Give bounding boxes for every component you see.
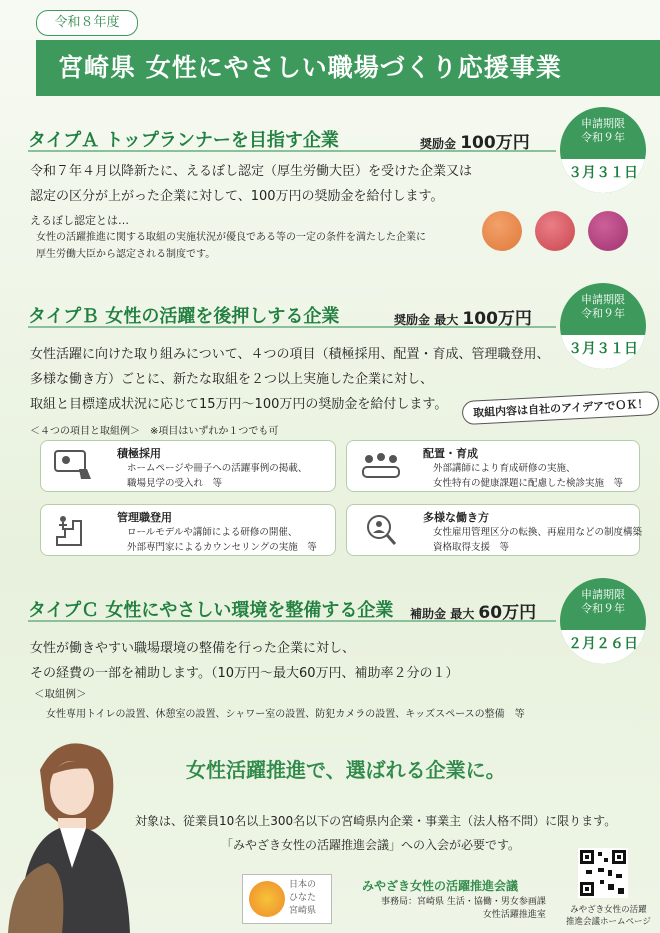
item-card-recruitment xyxy=(40,440,336,492)
deadline-era: 令和９年 xyxy=(581,131,625,144)
year-tag: 令和８年度 xyxy=(36,10,138,36)
desc-line: 女性雇用管理区分の転換、再雇用などの制度構築 xyxy=(433,527,643,538)
item-title: 管理職登用 xyxy=(117,511,172,524)
type-a-body xyxy=(30,159,472,209)
sun-logo-icon xyxy=(249,881,285,917)
item-card-management xyxy=(40,504,336,556)
type-c-title: タイプＣ 女性にやさしい環境を整備する企業 xyxy=(28,600,394,621)
growth-stairs-icon xyxy=(53,513,97,547)
deadline-date: ３月３１日 xyxy=(560,159,646,193)
org-sub-line: 事務局：宮崎県 生活・協働・男女参画課 xyxy=(381,897,546,907)
type-b-deadline-badge xyxy=(560,283,646,369)
deadline-era: 令和９年 xyxy=(581,307,625,320)
deadline-era: 令和９年 xyxy=(581,602,625,615)
example-body: 女性専用トイレの設置、休憩室の設置、シャワー室の設置、防犯カメラの設置、キッズスペースの整備 等 xyxy=(46,709,525,720)
item-desc xyxy=(127,525,317,555)
eruboshi-seal-1-icon xyxy=(482,211,522,251)
body-line: その経費の一部を補助します。（10万円～最大60万円、補助率２分の１） xyxy=(30,666,459,681)
item-desc xyxy=(433,525,642,555)
grant-amount: 100万円 xyxy=(462,309,532,329)
qr-caption-line: 推進会議ホームページ xyxy=(566,917,651,927)
eruboshi-note-body xyxy=(36,229,426,263)
type-a-deadline-badge xyxy=(560,107,646,193)
body-line: 認定の区分が上がった企業に対して、100万円の奨励金を給付します。 xyxy=(30,189,444,204)
item-desc xyxy=(433,461,623,491)
item-title: 配置・育成 xyxy=(423,447,478,460)
grant-label: 補助金 xyxy=(410,607,447,621)
deadline-date: ２月２６日 xyxy=(560,630,646,664)
grant-label: 奨励金 xyxy=(394,313,431,327)
grant-prefix: 最大 xyxy=(450,607,475,621)
desc-line: ホームページや冊子への活躍事例の掲載、 xyxy=(127,463,308,474)
eligibility xyxy=(135,809,616,857)
qr-caption-line: みやざき女性の活躍 xyxy=(570,905,647,915)
type-a-title: タイプＡ トップランナーを目指す企業 xyxy=(28,130,339,151)
type-b-divider xyxy=(28,326,556,328)
org-name: みやざき女性の活躍推進会議 xyxy=(362,879,519,893)
item-card-work-style xyxy=(346,504,643,556)
org-sub-line: 女性活躍推進室 xyxy=(482,910,546,920)
recruitment-icon xyxy=(53,449,97,483)
note-line: 厚生労働大臣から認定される制度です。 xyxy=(36,249,216,260)
items-header: ＜４つの項目と取組例＞ ※項目はいずれか１つでも可 xyxy=(30,426,279,437)
item-title: 多様な働き方 xyxy=(423,511,489,524)
desc-line: 外部講師により育成研修の実施、 xyxy=(433,463,576,474)
type-b-title: タイプＢ 女性の活躍を後押しする企業 xyxy=(28,306,340,327)
type-a-divider xyxy=(28,150,556,152)
org-sub xyxy=(381,896,546,922)
type-c-divider xyxy=(28,620,556,622)
desc-line: 資格取得支援 等 xyxy=(433,542,510,553)
desc-line: 女性特有の健康課題に配慮した検診実施 等 xyxy=(433,478,624,489)
type-c-body xyxy=(30,636,459,686)
item-card-placement xyxy=(346,440,640,492)
logo-line: 宮崎県 xyxy=(289,906,317,916)
qr-code-icon[interactable] xyxy=(578,848,628,898)
desc-line: 職場見学の受入れ 等 xyxy=(127,478,223,489)
prefecture-logo xyxy=(242,874,332,924)
deadline-label: 申請期限 xyxy=(581,117,625,130)
main-title: 宮崎県 女性にやさしい職場づくり応援事業 xyxy=(36,40,660,96)
item-title: 積極採用 xyxy=(117,447,161,460)
eruboshi-note-title: えるぼし認定とは… xyxy=(30,214,129,227)
logo-text xyxy=(289,879,316,918)
body-line: 女性活躍に向けた取り組みについて、４つの項目（積極採用、配置・育成、管理職登用、 xyxy=(30,347,550,362)
body-line: 令和７年４月以降新たに、えるぼし認定（厚生労働大臣）を受けた企業又は xyxy=(30,164,473,179)
qr-caption xyxy=(566,904,651,928)
eruboshi-seal-3-icon xyxy=(588,211,628,251)
meeting-icon xyxy=(359,449,403,483)
deadline-label: 申請期限 xyxy=(581,293,625,306)
body-line: 女性が働きやすい職場環境の整備を行った企業に対し、 xyxy=(30,641,356,656)
grant-label: 奨励金 xyxy=(420,137,457,151)
grant-amount: 60万円 xyxy=(478,603,537,623)
body-line: 取組と目標達成状況に応じて15万円～100万円の奨励金を給付します。 xyxy=(30,397,448,412)
deadline-date: ３月３１日 xyxy=(560,335,646,369)
eligibility-line: 対象は、従業員10名以上300名以下の宮崎県内企業・事業主（法人格不問）に限ります。 xyxy=(135,814,617,828)
eruboshi-seal-2-icon xyxy=(535,211,575,251)
note-line: 女性の活躍推進に関する取組の実施状況が優良である等の一定の条件を満たした企業に xyxy=(36,232,426,243)
type-c-deadline-badge xyxy=(560,578,646,664)
businesswoman-illustration xyxy=(0,730,150,933)
body-line: 多様な働き方）ごとに、新たな取組を２つ以上実施した企業に対し、 xyxy=(30,372,434,387)
desc-line: 外部専門家によるカウンセリングの実施 等 xyxy=(127,542,317,553)
grant-amount: 100万円 xyxy=(460,133,530,153)
slogan: 女性活躍推進で、選ばれる企業に。 xyxy=(186,758,506,782)
example-header: ＜取組例＞ xyxy=(34,688,87,700)
grant-prefix: 最大 xyxy=(434,313,459,327)
deadline-label: 申請期限 xyxy=(581,588,625,601)
search-person-icon xyxy=(359,513,403,547)
eligibility-line: 「みやざき女性の活躍推進会議」への入会が必要です。 xyxy=(221,838,521,852)
logo-line: 日本の xyxy=(289,880,317,890)
item-desc xyxy=(127,461,307,491)
idea-bubble: 取組内容は自社のアイデアでＯＫ！ xyxy=(462,391,660,425)
desc-line: ロールモデルや講師による研修の開催、 xyxy=(127,527,298,538)
logo-line: ひなた xyxy=(289,893,317,903)
